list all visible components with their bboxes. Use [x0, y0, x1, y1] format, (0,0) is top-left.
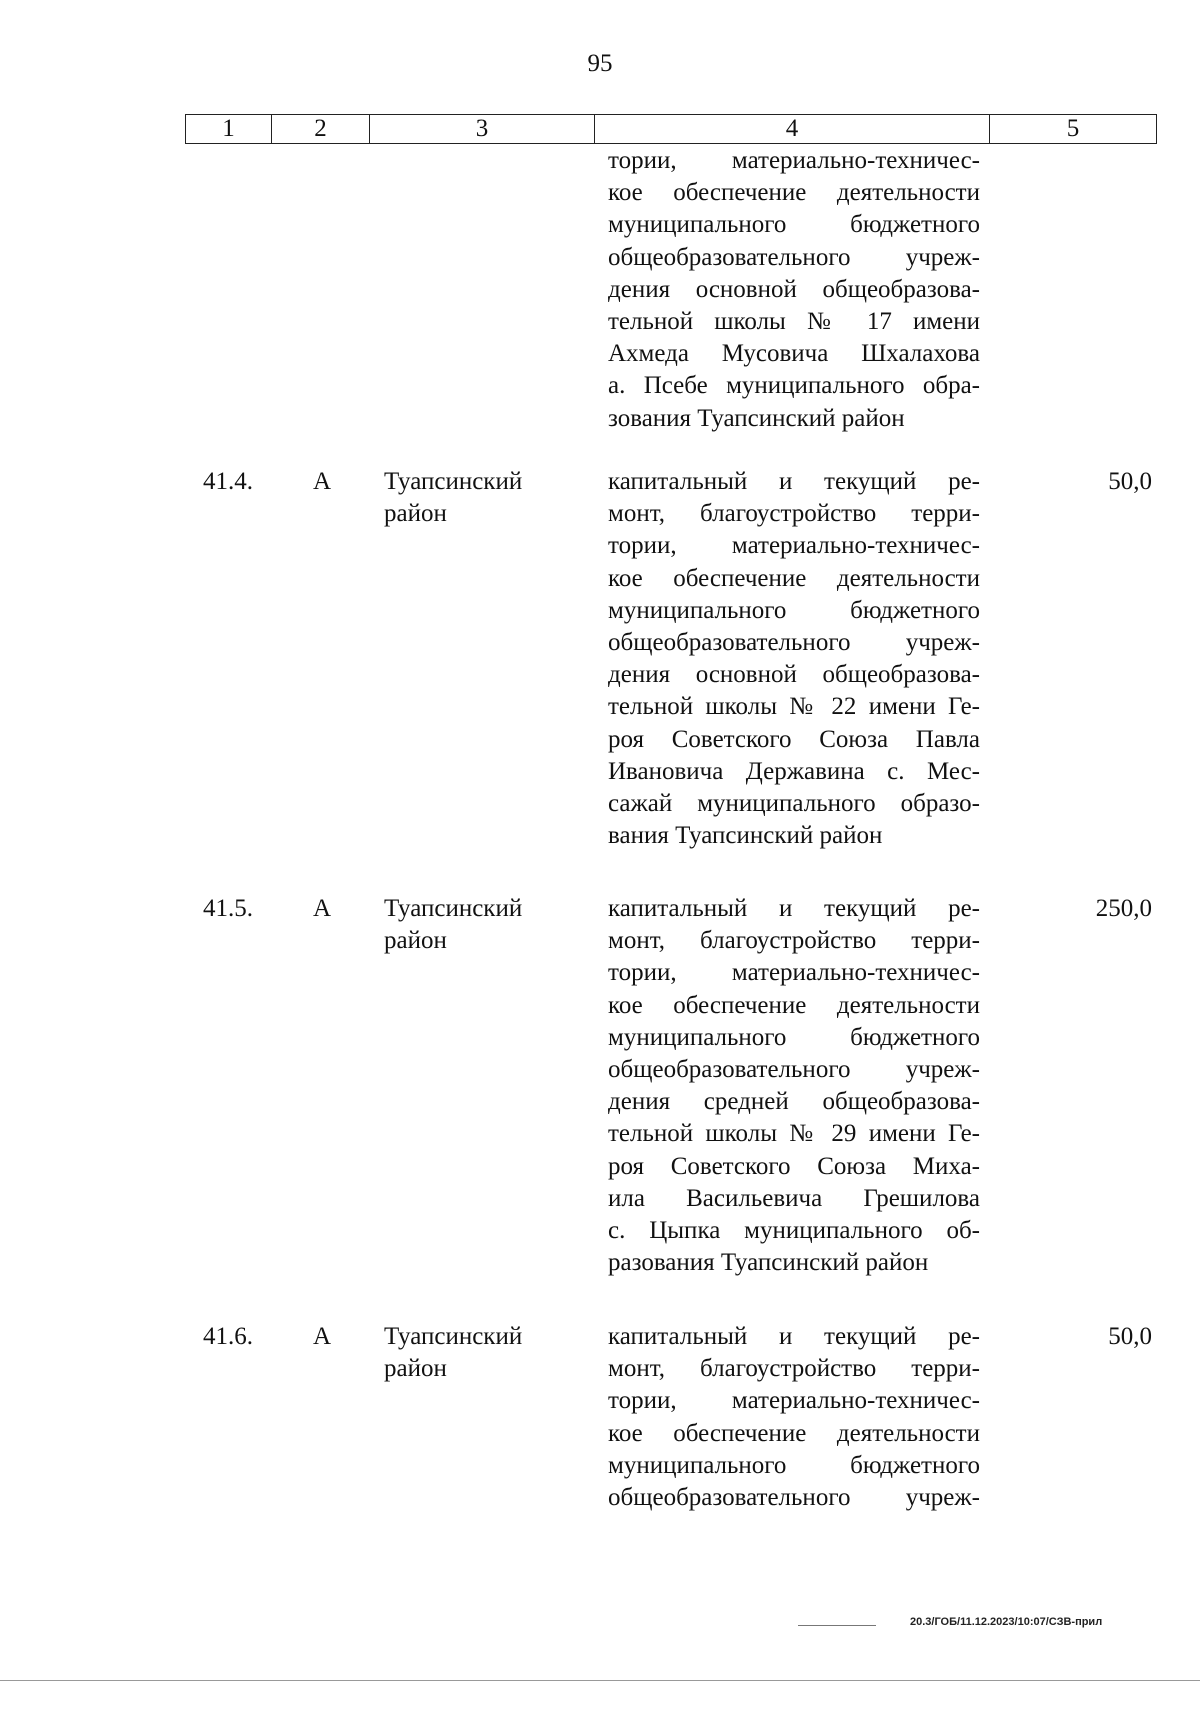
description-line: кое обеспечение деятельности	[608, 991, 980, 1019]
description-line: дения основной общеобразова-	[608, 275, 980, 303]
description-line: муниципального бюджетного	[608, 1451, 980, 1479]
territory-line: район	[384, 500, 447, 528]
description-line: монт, благоустройство терри-	[608, 1355, 980, 1383]
description-line: кое обеспечение деятельности	[608, 564, 980, 592]
description-line: дения основной общеобразова-	[608, 661, 980, 689]
column-header-cell: 1	[186, 115, 272, 143]
column-header-cell: 4	[595, 115, 990, 143]
description-line: сажай муниципального образо-	[608, 789, 980, 817]
document-code: 20.3/ГОБ/11.12.2023/10:07/СЗВ-прил	[910, 1616, 1103, 1628]
footer-dash	[798, 1625, 876, 1626]
description-line: муниципального бюджетного	[608, 1023, 980, 1051]
description-line: тельной школы № 22 имени Ге-	[608, 693, 980, 721]
description-line: тории, материально-техничес-	[608, 147, 980, 174]
row-number: 41.6.	[203, 1323, 253, 1350]
description-line: а. Псебе муниципального обра-	[608, 372, 980, 400]
column-header-cell: 3	[370, 115, 595, 143]
description-line: кое обеспечение деятельности	[608, 179, 980, 207]
territory-line: район	[384, 927, 447, 955]
description-line: Ивановича Державина с. Мес-	[608, 757, 980, 785]
description-line: тории, материально-техничес-	[608, 1387, 980, 1415]
row-amount: 50,0	[1108, 468, 1152, 495]
description-line: кое обеспечение деятельности	[608, 1419, 980, 1447]
description-line: тельной школы № 29 имени Ге-	[608, 1120, 980, 1148]
page-number: 95	[587, 50, 613, 77]
table-column-header	[185, 114, 1157, 144]
description-line: монт, благоустройство терри-	[608, 927, 980, 955]
description-line: общеобразовательного учреж-	[608, 1055, 980, 1083]
description-line: капитальный и текущий ре-	[608, 468, 980, 495]
description-line: капитальный и текущий ре-	[608, 895, 980, 922]
row-territory	[384, 466, 522, 530]
row-amount: 250,0	[1095, 895, 1152, 922]
territory-line: Туапсинский	[384, 1323, 523, 1350]
description-line: Ахмеда Мусовича Шхалахова	[608, 340, 980, 368]
row-description	[608, 1321, 980, 1514]
description-line: вания Туапсинский район	[608, 822, 883, 850]
territory-line: Туапсинский	[384, 895, 523, 922]
description-line: зования Туапсинский район	[608, 404, 905, 432]
row-description	[608, 466, 980, 852]
continuation-description	[608, 145, 980, 435]
description-line: с. Цыпка муниципального об-	[608, 1216, 980, 1244]
scan-edge-line	[0, 1680, 1200, 1681]
row-territory	[384, 893, 522, 957]
description-line: роя Советского Союза Миха-	[608, 1152, 980, 1180]
description-line: муниципального бюджетного	[608, 596, 980, 624]
description-line: роя Советского Союза Павла	[608, 725, 980, 753]
description-line: тории, материально-техничес-	[608, 532, 980, 560]
description-line: тории, материально-техничес-	[608, 959, 980, 987]
description-line: общеобразовательного учреж-	[608, 628, 980, 656]
description-line: капитальный и текущий ре-	[608, 1323, 980, 1350]
row-amount: 50,0	[1108, 1323, 1152, 1350]
row-category: А	[313, 895, 332, 922]
description-line: разования Туапсинский район	[608, 1249, 929, 1277]
description-line: общеобразовательного учреж-	[608, 1483, 980, 1511]
row-territory	[384, 1321, 522, 1385]
row-category: А	[313, 468, 332, 495]
description-line: дения средней общеобразова-	[608, 1088, 980, 1116]
column-header-cell: 2	[272, 115, 370, 143]
description-line: ила Васильевича Грешилова	[608, 1184, 980, 1212]
row-number: 41.5.	[203, 895, 253, 922]
territory-line: Туапсинский	[384, 468, 523, 495]
row-number: 41.4.	[203, 468, 253, 495]
row-description	[608, 893, 980, 1279]
description-line: муниципального бюджетного	[608, 211, 980, 239]
territory-line: район	[384, 1355, 447, 1383]
row-category: А	[313, 1323, 332, 1350]
column-header-cell: 5	[1066, 115, 1080, 142]
description-line: тельной школы № 17 имени	[608, 307, 980, 335]
description-line: монт, благоустройство терри-	[608, 500, 980, 528]
description-line: общеобразовательного учреж-	[608, 243, 980, 271]
